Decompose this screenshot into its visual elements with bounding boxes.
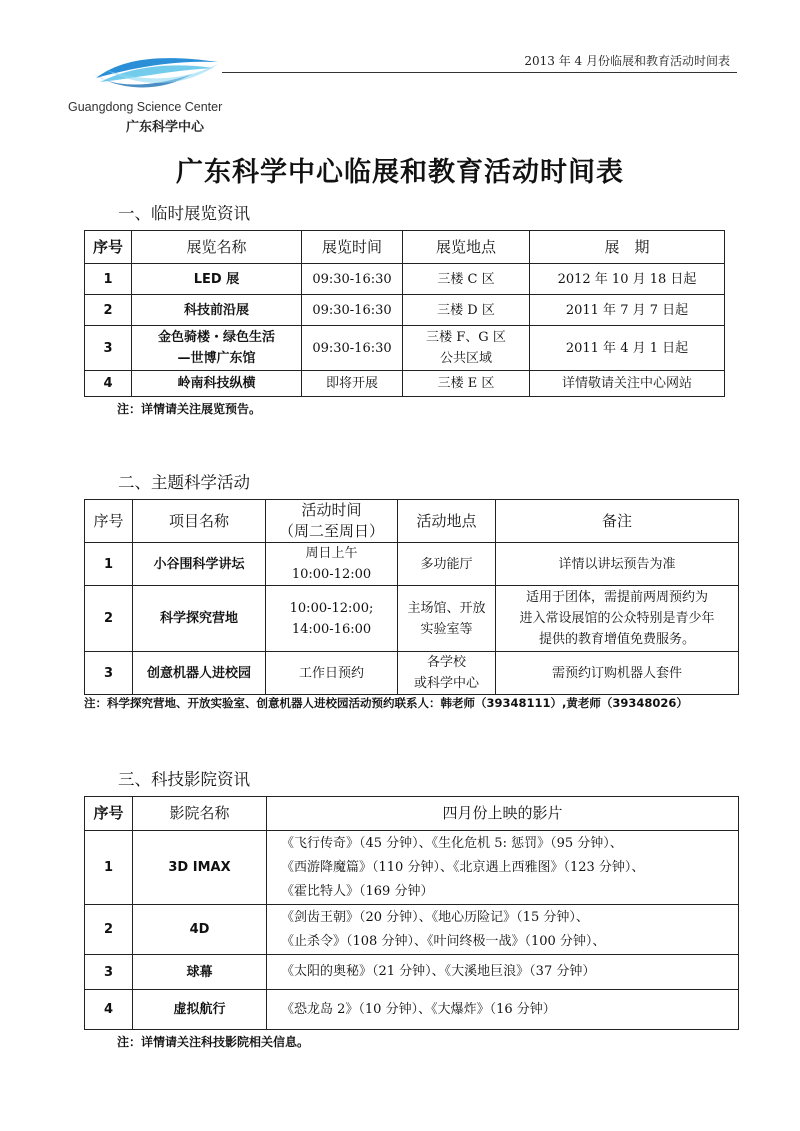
film-line: 《恐龙岛 2》（10 分钟）、《大爆炸》（16 分钟） bbox=[281, 1001, 556, 1017]
film-line: 《西游降魔篇》（110 分钟）、《北京遇上西雅图》（123 分钟）、 bbox=[281, 859, 645, 875]
header-divider bbox=[222, 72, 737, 73]
row-number: 2 bbox=[85, 586, 133, 652]
table-row bbox=[85, 990, 739, 1030]
activity-note: 注：科学探究营地、开放实验室、创意机器人进校园活动预约联系人：韩老师（39348111）,黄老师（39348026） bbox=[84, 696, 688, 710]
column-header: 活动地点 bbox=[398, 500, 496, 543]
table-header-row bbox=[85, 231, 725, 264]
cinema-table bbox=[84, 796, 739, 1030]
activity-time bbox=[266, 586, 398, 652]
exhibition-period: 2011 年 7 月 7 日起 bbox=[530, 295, 725, 326]
table-row bbox=[85, 586, 739, 652]
film-list bbox=[267, 831, 739, 905]
film-list bbox=[267, 905, 739, 955]
table-row bbox=[85, 831, 739, 905]
film-list bbox=[267, 955, 739, 990]
activity-time-line1: 周日上午 bbox=[305, 546, 358, 561]
exhibition-name bbox=[132, 326, 302, 371]
exhibition-period: 2012 年 10 月 18 日起 bbox=[530, 264, 725, 295]
cinema-name: 4D bbox=[133, 905, 267, 955]
column-header: 展 期 bbox=[530, 231, 725, 264]
activity-remark-line2: 进入常设展馆的公众特别是青少年 bbox=[519, 611, 715, 626]
cinema-name: 3D IMAX bbox=[133, 831, 267, 905]
activity-name: 创意机器人进校园 bbox=[133, 652, 266, 695]
table-header-row bbox=[85, 797, 739, 831]
activity-place-line1: 主场馆、开放 bbox=[407, 600, 486, 616]
activity-remark: 详情以讲坛预告为准 bbox=[496, 543, 739, 586]
table-header-row bbox=[85, 500, 739, 543]
table-row bbox=[85, 326, 725, 371]
table-row bbox=[85, 652, 739, 695]
cinema-note: 注：详情请关注科技影院相关信息。 bbox=[117, 1035, 310, 1049]
column-header bbox=[266, 500, 398, 543]
activity-remark: 需预约订购机器人套件 bbox=[496, 652, 739, 695]
column-header: 序号 bbox=[85, 500, 133, 543]
activity-remark-line3: 提供的教育增值免费服务。 bbox=[538, 632, 695, 647]
page-title: 广东科学中心临展和教育活动时间表 bbox=[176, 157, 624, 188]
document-label: 2013 年 4 月份临展和教育活动时间表 bbox=[524, 54, 730, 68]
table-row bbox=[85, 371, 725, 397]
exhibition-time: 09:30-16:30 bbox=[302, 326, 403, 371]
cinema-name: 球幕 bbox=[133, 955, 267, 990]
activity-place-line2: 实验室等 bbox=[420, 621, 473, 637]
row-number: 3 bbox=[85, 652, 133, 695]
film-line: 《止杀令》（108 分钟）、《叶问终极一战》（100 分钟）、 bbox=[281, 933, 606, 949]
exhibition-table bbox=[84, 230, 725, 397]
column-header: 四月份上映的影片 bbox=[267, 797, 739, 831]
activity-time-line2: 14:00-16:00 bbox=[291, 621, 372, 637]
exhibition-name: LED 展 bbox=[132, 264, 302, 295]
activity-remark bbox=[496, 586, 739, 652]
column-header: 展览时间 bbox=[302, 231, 403, 264]
activity-remark-line1: 适用于团体，需提前两周预约为 bbox=[525, 590, 708, 605]
exhibition-name: 科技前沿展 bbox=[132, 295, 302, 326]
column-header: 序号 bbox=[85, 231, 132, 264]
exhibition-time: 即将开展 bbox=[302, 371, 403, 397]
exhibition-place: 三楼 D 区 bbox=[403, 295, 530, 326]
exhibition-period: 2011 年 4 月 1 日起 bbox=[530, 326, 725, 371]
exhibition-place-line2: 公共区域 bbox=[439, 351, 492, 366]
exhibition-place bbox=[403, 326, 530, 371]
row-number: 4 bbox=[85, 990, 133, 1030]
logo-text-en: Guangdong Science Center bbox=[68, 100, 223, 114]
activity-place-line1: 各学校 bbox=[426, 655, 466, 670]
row-number: 4 bbox=[85, 371, 132, 397]
column-header-line1: 活动时间 bbox=[301, 501, 362, 519]
activity-time-line2: 10:00-12:00 bbox=[291, 567, 372, 582]
exhibition-period: 详情敬请关注中心网站 bbox=[530, 371, 725, 397]
activity-time-line1: 10:00-12:00; bbox=[289, 600, 374, 616]
logo bbox=[92, 52, 222, 98]
column-header-line2: （周二至周日） bbox=[278, 522, 384, 540]
row-number: 3 bbox=[85, 326, 132, 371]
activity-name: 科学探究营地 bbox=[133, 586, 266, 652]
cinema-name: 虚拟航行 bbox=[133, 990, 267, 1030]
row-number: 1 bbox=[85, 264, 132, 295]
exhibition-place: 三楼 C 区 bbox=[403, 264, 530, 295]
table-row bbox=[85, 543, 739, 586]
activity-place-line2: 或科学中心 bbox=[413, 676, 479, 691]
exhibition-place-line1: 三楼 F、G 区 bbox=[426, 330, 506, 345]
activity-time: 工作日预约 bbox=[266, 652, 398, 695]
row-number: 1 bbox=[85, 543, 133, 586]
film-line: 《剑齿王朝》（20 分钟）、《地心历险记》（15 分钟）、 bbox=[281, 909, 589, 925]
table-row bbox=[85, 905, 739, 955]
film-line: 《霍比特人》（169 分钟） bbox=[281, 883, 434, 899]
activity-name: 小谷围科学讲坛 bbox=[133, 543, 266, 586]
exhibition-place: 三楼 E 区 bbox=[403, 371, 530, 397]
exhibition-name: 岭南科技纵横 bbox=[132, 371, 302, 397]
column-header: 序号 bbox=[85, 797, 133, 831]
film-line: 《太阳的奥秘》（21 分钟）、《大溪地巨浪》（37 分钟） bbox=[281, 964, 596, 979]
section-heading-activities: 二、主题科学活动 bbox=[118, 473, 250, 492]
activity-table bbox=[84, 499, 739, 695]
row-number: 1 bbox=[85, 831, 133, 905]
row-number: 2 bbox=[85, 905, 133, 955]
column-header: 备注 bbox=[496, 500, 739, 543]
column-header: 展览名称 bbox=[132, 231, 302, 264]
section-heading-exhibitions: 一、临时展览资讯 bbox=[118, 204, 250, 223]
section-heading-cinema: 三、科技影院资讯 bbox=[118, 770, 250, 789]
exhibition-name-line2: —世博广东馆 bbox=[177, 351, 256, 366]
activity-place: 多功能厅 bbox=[398, 543, 496, 586]
activity-place bbox=[398, 586, 496, 652]
exhibition-time: 09:30-16:30 bbox=[302, 295, 403, 326]
film-line: 《飞行传奇》（45 分钟）、《生化危机 5: 惩罚》（95 分钟）、 bbox=[281, 835, 623, 851]
activity-place bbox=[398, 652, 496, 695]
exhibition-note: 注：详情请关注展览预告。 bbox=[117, 402, 262, 416]
row-number: 2 bbox=[85, 295, 132, 326]
logo-swoosh-icon bbox=[92, 52, 222, 98]
table-row bbox=[85, 955, 739, 990]
column-header: 展览地点 bbox=[403, 231, 530, 264]
row-number: 3 bbox=[85, 955, 133, 990]
column-header: 影院名称 bbox=[133, 797, 267, 831]
activity-time bbox=[266, 543, 398, 586]
exhibition-name-line1: 金色骑楼・绿色生活 bbox=[157, 330, 275, 345]
exhibition-time: 09:30-16:30 bbox=[302, 264, 403, 295]
logo-text-cn: 广东科学中心 bbox=[126, 120, 205, 135]
film-list bbox=[267, 990, 739, 1030]
table-row bbox=[85, 295, 725, 326]
column-header: 项目名称 bbox=[133, 500, 266, 543]
table-row bbox=[85, 264, 725, 295]
